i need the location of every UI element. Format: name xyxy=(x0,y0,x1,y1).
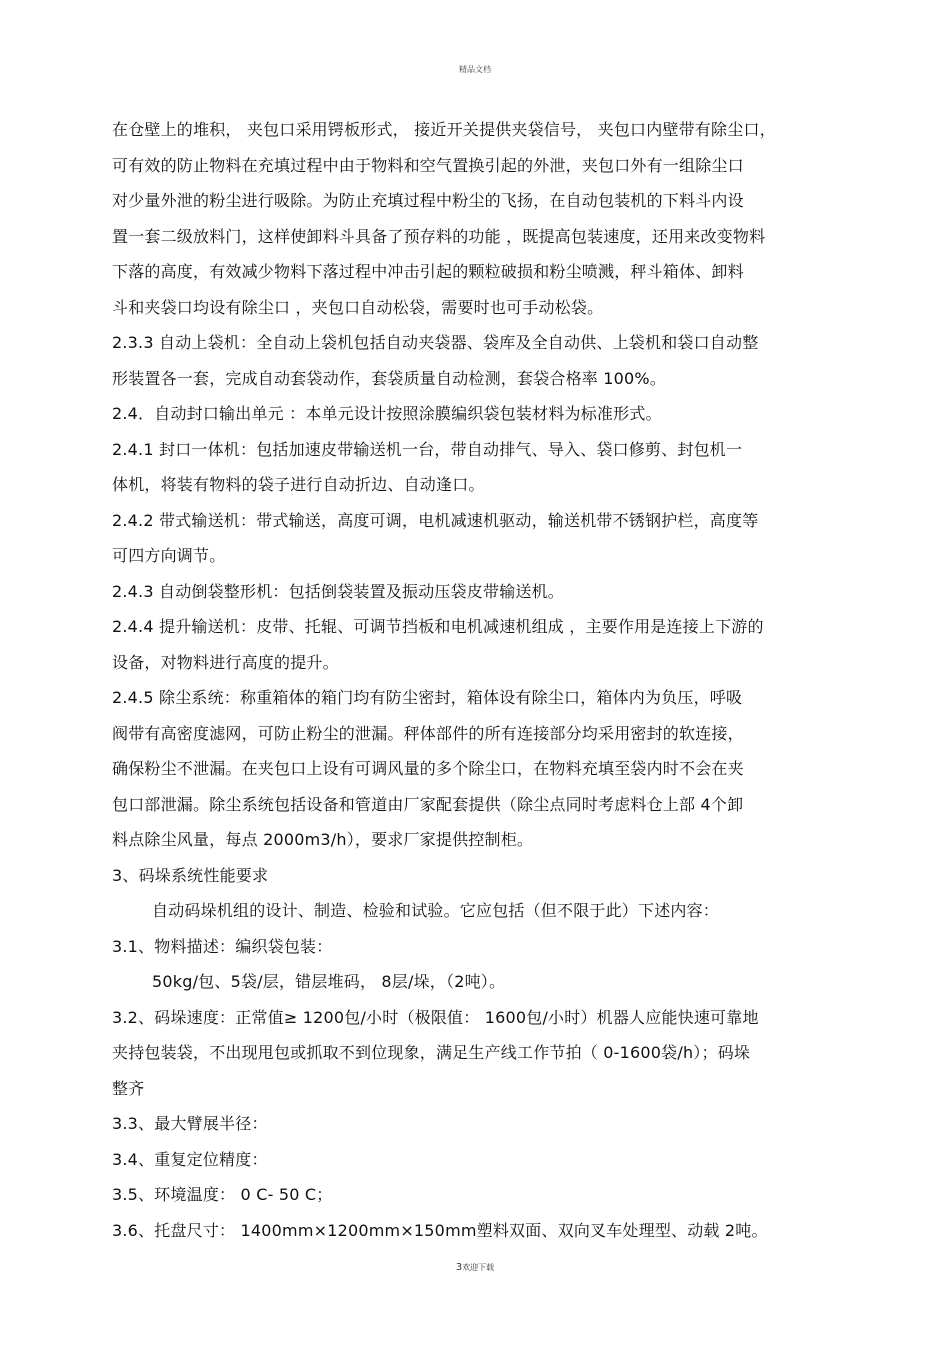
text-line: 体机，将装有物料的袋子进行自动折边、自动逢口。 xyxy=(112,475,485,494)
section-2-4-5: 2.4.5 除尘系统：称重箱体的箱门均有防尘密封，箱体设有除尘口，箱体内为负压，呼吸 xyxy=(112,688,743,707)
section-3-3: 3.3、最大臂展半径： xyxy=(112,1114,268,1133)
section-3-4: 3.4、重复定位精度： xyxy=(112,1149,268,1169)
section-2-4-1: 2.4.1 封口一体机：包括加速皮带输送机一台，带自动排气、导入、袋口修剪、封包机一 xyxy=(112,439,743,459)
text-line: 形装置各一套，完成自动套袋动作，套袋质量自动检测，套袋合格率 100%。 xyxy=(112,368,667,388)
text-line: 可四方向调节。 xyxy=(112,546,226,565)
text-line: 整齐 xyxy=(112,1078,145,1098)
section-3-6: 3.6、托盘尺寸： 1400mm×1200mm×150mm塑料双面、双向叉车处理型、动载 2吨。 xyxy=(112,1220,768,1240)
document-body xyxy=(112,112,872,1248)
text-line: 置一套二级放料门，这样使卸料斗具备了预存料的功能 ，既提高包装速度，还用来改变物料 xyxy=(112,226,766,246)
text-line: 可有效的防止物料在充填过程中由于物料和空气置换引起的外泄，夹包口外有一组除尘口 xyxy=(112,155,744,175)
section-3-heading: 3、码垛系统性能要求 xyxy=(112,865,269,885)
text-line: 50kg/包、5袋/层，错层堆码， 8层/垛，（2吨）。 xyxy=(152,972,506,991)
page-number: 3 xyxy=(455,1262,463,1273)
text-line: 夹持包装袋，不出现甩包或抓取不到位现象，满足生产线工作节拍（ 0-1600袋/h）；码垛 xyxy=(112,1043,751,1062)
text-line: 包口部泄漏。除尘系统包括设备和管道由厂家配套提供（除尘点同时考虑料仓上部 4个卸 xyxy=(112,794,744,814)
page-footer xyxy=(0,1262,950,1273)
section-2-3-3: 2.3.3 自动上袋机：全自动上袋机包括自动夹袋器、袋库及全自动供、上袋机和袋口自动整 xyxy=(112,333,759,352)
text-line: 在仓壁上的堆积， 夹包口采用锷板形式， 接近开关提供夹袋信号， 夹包口内壁带有除尘口， xyxy=(112,120,776,139)
section-3-2: 3.2、码垛速度：正常值≥ 1200包/小时（极限值： 1600包/小时）机器人应能快速可靠地 xyxy=(112,1007,759,1027)
section-2-4-2: 2.4.2 带式输送机：带式输送，高度可调，电机减速机驱动，输送机带不锈钢护栏，高度等 xyxy=(112,510,759,530)
section-2-4: 2.4．自动封口输出单元 ：本单元设计按照涂膜编织袋包装材料为标准形式。 xyxy=(112,404,662,423)
section-2-4-4: 2.4.4 提升输送机：皮带、托辊、可调节挡板和电机减速机组成 ，主要作用是连接上下游的 xyxy=(112,617,764,636)
text-line: 设备，对物料进行高度的提升。 xyxy=(112,652,339,672)
text-line: 阀带有高密度滤网，可防止粉尘的泄漏。秤体部件的所有连接部分均采用密封的软连接， xyxy=(112,723,744,743)
page-header: 精品文档 xyxy=(459,65,491,74)
section-3-5: 3.5、环境温度： 0 C- 50 C； xyxy=(112,1185,333,1204)
text-line: 料点除尘风量，每点 2000m3/h），要求厂家提供控制柜。 xyxy=(112,830,534,849)
text-line: 下落的高度，有效减少物料下落过程中冲击引起的颗粒破损和粉尘喷溅，秤斗箱体、卸料 xyxy=(112,262,744,281)
text-line: 自动码垛机组的设计、制造、检验和试验。它应包括（但不限于此）下述内容： xyxy=(152,901,720,920)
text-line: 对少量外泄的粉尘进行吸除。为防止充填过程中粉尘的飞扬，在自动包装机的下料斗内设 xyxy=(112,191,744,210)
section-2-4-3: 2.4.3 自动倒袋整形机：包括倒袋装置及振动压袋皮带输送机。 xyxy=(112,581,564,601)
text-line: 确保粉尘不泄漏。在夹包口上设有可调风量的多个除尘口，在物料充填至袋内时不会在夹 xyxy=(112,759,744,778)
text-line: 斗和夹袋口均设有除尘口 ，夹包口自动松袋，需要时也可手动松袋。 xyxy=(112,297,604,317)
section-3-1: 3.1、物料描述：编织袋包装： xyxy=(112,936,333,956)
footer-text: 欢迎下载 xyxy=(462,1263,495,1272)
